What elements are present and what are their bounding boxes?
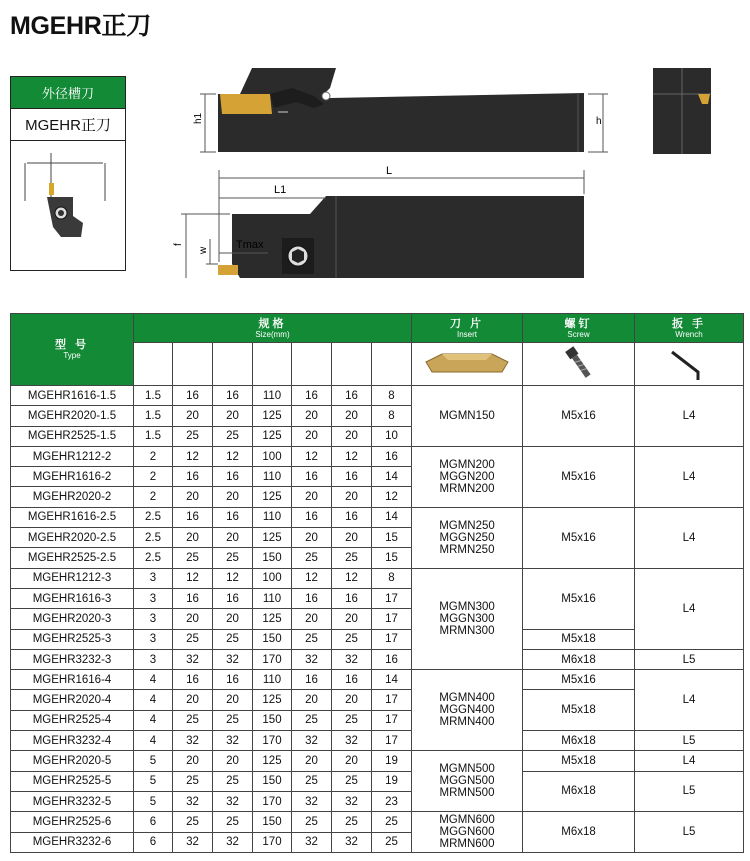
col-tmax: Tmax [372,343,412,386]
spec-cell: 32 [292,731,332,751]
wrench-cell: L4 [635,568,744,649]
model-cell: MGEHR2525-1.5 [11,426,134,446]
spec-cell: 25 [292,629,332,649]
spec-cell: 20 [332,406,372,426]
spec-cell: 17 [372,609,412,629]
spec-cell: 15 [372,548,412,568]
spec-cell: 150 [253,548,292,568]
spec-cell: 25 [332,812,372,832]
col-h1: h1 [292,343,332,386]
spec-cell: 16 [173,588,213,608]
spec-cell: 150 [253,812,292,832]
spec-cell: 20 [292,406,332,426]
dim-L: L [386,165,393,177]
screw-cell: M6x18 [523,771,635,812]
spec-cell: 32 [292,832,332,852]
panel-model: MGEHR正刀 [11,109,125,141]
table-row [11,629,744,649]
wrench-cell: L5 [635,812,744,853]
spec-cell: 25 [173,710,213,730]
spec-cell: 2.5 [134,528,173,548]
spec-cell: 16 [213,386,253,406]
screw-cell: M6x18 [523,649,635,669]
spec-cell: 20 [173,487,213,507]
spec-cell: 20 [332,528,372,548]
insert-cell: MGMN150 [412,386,523,447]
spec-cell: 23 [372,791,412,811]
insert-cell: MGMN500 MGGN500 MRMN500 [412,751,523,812]
screw-icon [559,344,599,382]
spec-cell: 32 [332,791,372,811]
model-cell: MGEHR3232-3 [11,649,134,669]
spec-cell: 20 [213,406,253,426]
screw-cell: M5x16 [523,386,635,447]
spec-cell: 3 [134,649,173,669]
spec-cell: 20 [292,426,332,446]
table-row [11,751,744,771]
spec-cell: 20 [213,487,253,507]
spec-cell: 25 [173,771,213,791]
spec-cell: 12 [173,568,213,588]
spec-cell: 8 [372,568,412,588]
spec-cell: 16 [292,386,332,406]
model-cell: MGEHR1616-3 [11,588,134,608]
screw-cell: M5x18 [523,629,635,649]
spec-cell: 20 [332,426,372,446]
insert-image [412,343,523,386]
spec-cell: 20 [173,528,213,548]
spec-cell: 20 [213,751,253,771]
spec-cell: 17 [372,690,412,710]
spec-cell: 12 [332,568,372,588]
spec-cell: 110 [253,386,292,406]
spec-cell: 25 [173,812,213,832]
spec-cell: 150 [253,710,292,730]
page-title: MGEHR正刀 [10,12,151,40]
wrench-cell: L4 [635,446,744,507]
table-row [11,731,744,751]
spec-cell: 25 [372,832,412,852]
spec-cell: 32 [173,832,213,852]
spec-cell: 25 [213,426,253,446]
spec-cell: 32 [213,832,253,852]
col-h: h [213,343,253,386]
spec-cell: 2 [134,467,173,487]
spec-cell: 3 [134,568,173,588]
spec-cell: 25 [213,812,253,832]
spec-cell: 32 [173,731,213,751]
spec-cell: 16 [213,588,253,608]
spec-cell: 20 [292,690,332,710]
spec-cell: 16 [173,507,213,527]
spec-cell: 1.5 [134,426,173,446]
screw-cell: M5x16 [523,568,635,629]
spec-cell: 25 [372,812,412,832]
model-cell: MGEHR2020-2.5 [11,528,134,548]
spec-cell: 20 [173,690,213,710]
spec-cell: 16 [332,670,372,690]
model-cell: MGEHR1616-4 [11,670,134,690]
spec-cell: 20 [332,487,372,507]
spec-cell: 12 [292,568,332,588]
model-cell: MGEHR2525-3 [11,629,134,649]
spec-cell: 17 [372,731,412,751]
spec-cell: 20 [213,528,253,548]
spec-cell: 25 [332,710,372,730]
spec-cell: 150 [253,771,292,791]
tool-holder-drawing [0,0,750,300]
spec-cell: 25 [332,548,372,568]
table-row [11,507,744,527]
spec-cell: 2 [134,446,173,466]
spec-cell: 170 [253,731,292,751]
dim-w: w [198,246,209,254]
header-wrench: 扳 手 Wrench [635,314,744,343]
insert-cell: MGMN200 MGGN200 MRMN200 [412,446,523,507]
spec-cell: 20 [332,609,372,629]
dim-tmax: Tmax [236,239,264,251]
dim-h: h [596,116,602,127]
spec-cell: 25 [292,812,332,832]
model-cell: MGEHR2020-5 [11,751,134,771]
screw-cell: M5x16 [523,446,635,507]
spec-cell: 2.5 [134,548,173,568]
spec-cell: 12 [292,446,332,466]
spec-cell: 12 [213,446,253,466]
model-cell: MGEHR2020-4 [11,690,134,710]
spec-cell: 16 [332,507,372,527]
screw-cell: M6x18 [523,731,635,751]
spec-cell: 32 [213,731,253,751]
spec-cell: 25 [292,710,332,730]
model-cell: MGEHR3232-6 [11,832,134,852]
spec-cell: 20 [173,609,213,629]
wrench-cell: L5 [635,731,744,751]
spec-cell: 125 [253,609,292,629]
spec-cell: 20 [332,751,372,771]
spec-cell: 16 [213,507,253,527]
model-cell: MGEHR2020-2 [11,487,134,507]
wrench-cell: L4 [635,386,744,447]
spec-cell: 20 [292,528,332,548]
spec-cell: 32 [213,791,253,811]
spec-cell: 1.5 [134,386,173,406]
spec-cell: 16 [332,588,372,608]
insert-cell: MGMN250 MGGN250 MRMN250 [412,507,523,568]
spec-cell: 14 [372,670,412,690]
spec-cell: 19 [372,771,412,791]
spec-cell: 25 [173,426,213,446]
spec-cell: 14 [372,507,412,527]
header-screw: 螺钉 Screw [523,314,635,343]
spec-cell: 3 [134,588,173,608]
spec-cell: 17 [372,710,412,730]
spec-cell: 110 [253,507,292,527]
spec-cell: 4 [134,731,173,751]
spec-cell: 25 [292,548,332,568]
dim-L1: L1 [274,184,287,196]
header-spec: 规格 Size(mm) [134,314,412,343]
spec-cell: 19 [372,751,412,771]
table-row [11,771,744,791]
spec-cell: 20 [332,690,372,710]
spec-cell: 10 [372,426,412,446]
spec-cell: 20 [173,406,213,426]
spec-cell: 16 [292,507,332,527]
spec-cell: 25 [332,629,372,649]
spec-cell: 5 [134,771,173,791]
spec-cell: 32 [173,791,213,811]
spec-cell: 32 [332,731,372,751]
spec-cell: 15 [372,528,412,548]
spec-cell: 20 [292,609,332,629]
dim-f: f [173,243,184,246]
col-b: b [173,343,213,386]
spec-cell: 125 [253,751,292,771]
spec-cell: 16 [332,386,372,406]
spec-cell: 2.5 [134,507,173,527]
wrench-cell: L4 [635,751,744,771]
spec-cell: 4 [134,670,173,690]
model-cell: MGEHR1616-2.5 [11,507,134,527]
wrench-icon [664,344,714,382]
spec-cell: 5 [134,791,173,811]
spec-cell: 25 [213,629,253,649]
spec-cell: 100 [253,568,292,588]
col-L: L [253,343,292,386]
wrench-cell: L4 [635,507,744,568]
model-cell: MGEHR1212-2 [11,446,134,466]
table-row [11,670,744,690]
spec-cell: 20 [173,751,213,771]
spec-cell: 3 [134,629,173,649]
model-cell: MGEHR1616-2 [11,467,134,487]
spec-cell: 16 [292,467,332,487]
table-row [11,690,744,710]
spec-table [10,313,744,853]
header-model: 型 号 Type [11,314,134,386]
spec-cell: 1.5 [134,406,173,426]
model-cell: MGEHR2525-4 [11,710,134,730]
spec-cell: 100 [253,446,292,466]
spec-cell: 25 [173,548,213,568]
spec-cell: 12 [332,446,372,466]
col-W: W [134,343,173,386]
model-cell: MGEHR1616-1.5 [11,386,134,406]
spec-cell: 25 [213,771,253,791]
table-row [11,386,744,406]
spec-cell: 16 [292,670,332,690]
table-row [11,568,744,588]
spec-cell: 16 [332,467,372,487]
screw-cell: M5x18 [523,690,635,731]
header-insert: 刀 片 Insert [412,314,523,343]
spec-cell: 170 [253,649,292,669]
spec-cell: 125 [253,426,292,446]
spec-cell: 16 [173,386,213,406]
spec-cell: 17 [372,588,412,608]
spec-cell: 110 [253,588,292,608]
spec-cell: 32 [213,649,253,669]
spec-cell: 125 [253,528,292,548]
wrench-cell: L5 [635,649,744,669]
spec-cell: 20 [213,609,253,629]
spec-cell: 5 [134,751,173,771]
spec-cell: 4 [134,710,173,730]
screw-cell: M5x18 [523,751,635,771]
screw-image [523,343,635,386]
spec-cell: 32 [332,649,372,669]
spec-cell: 20 [292,487,332,507]
spec-cell: 110 [253,670,292,690]
model-cell: MGEHR2525-5 [11,771,134,791]
spec-cell: 17 [372,629,412,649]
spec-cell: 16 [372,649,412,669]
spec-cell: 12 [173,446,213,466]
screw-cell: M5x16 [523,670,635,690]
spec-cell: 25 [173,629,213,649]
spec-cell: 25 [332,771,372,791]
spec-cell: 20 [213,690,253,710]
spec-cell: 125 [253,690,292,710]
dim-h1: h1 [193,112,204,124]
spec-cell: 8 [372,406,412,426]
insert-cell: MGMN400 MGGN400 MRMN400 [412,670,523,751]
table-row [11,649,744,669]
wrench-image [635,343,744,386]
spec-cell: 32 [292,791,332,811]
model-cell: MGEHR2525-6 [11,812,134,832]
spec-cell: 16 [173,670,213,690]
spec-cell: 4 [134,690,173,710]
model-cell: MGEHR2525-2.5 [11,548,134,568]
model-cell: MGEHR3232-5 [11,791,134,811]
model-cell: MGEHR3232-4 [11,731,134,751]
model-cell: MGEHR2020-1.5 [11,406,134,426]
col-f: f [332,343,372,386]
spec-cell: 25 [213,710,253,730]
spec-cell: 16 [213,467,253,487]
spec-cell: 8 [372,386,412,406]
spec-cell: 3 [134,609,173,629]
spec-cell: 110 [253,467,292,487]
insert-cell: MGMN300 MGGN300 MRMN300 [412,568,523,669]
spec-cell: 25 [292,771,332,791]
spec-cell: 16 [213,670,253,690]
wrench-cell: L5 [635,771,744,812]
model-cell: MGEHR2020-3 [11,609,134,629]
wrench-cell: L4 [635,670,744,731]
screw-cell: M6x18 [523,812,635,853]
spec-cell: 125 [253,487,292,507]
insert-icon [422,348,512,378]
spec-cell: 32 [173,649,213,669]
spec-cell: 2 [134,487,173,507]
spec-cell: 32 [292,649,332,669]
table-row [11,812,744,832]
spec-cell: 25 [213,548,253,568]
table-row [11,446,744,466]
spec-cell: 16 [292,588,332,608]
spec-cell: 6 [134,832,173,852]
screw-cell: M5x16 [523,507,635,568]
spec-cell: 125 [253,406,292,426]
spec-cell: 170 [253,791,292,811]
insert-cell: MGMN600 MGGN600 MRMN600 [412,812,523,853]
panel-header: 外径槽刀 [11,77,125,109]
spec-cell: 12 [372,487,412,507]
spec-cell: 12 [213,568,253,588]
spec-cell: 20 [292,751,332,771]
spec-cell: 16 [372,446,412,466]
model-cell: MGEHR1212-3 [11,568,134,588]
spec-cell: 14 [372,467,412,487]
spec-cell: 150 [253,629,292,649]
spec-cell: 16 [173,467,213,487]
spec-cell: 32 [332,832,372,852]
spec-cell: 170 [253,832,292,852]
spec-cell: 6 [134,812,173,832]
